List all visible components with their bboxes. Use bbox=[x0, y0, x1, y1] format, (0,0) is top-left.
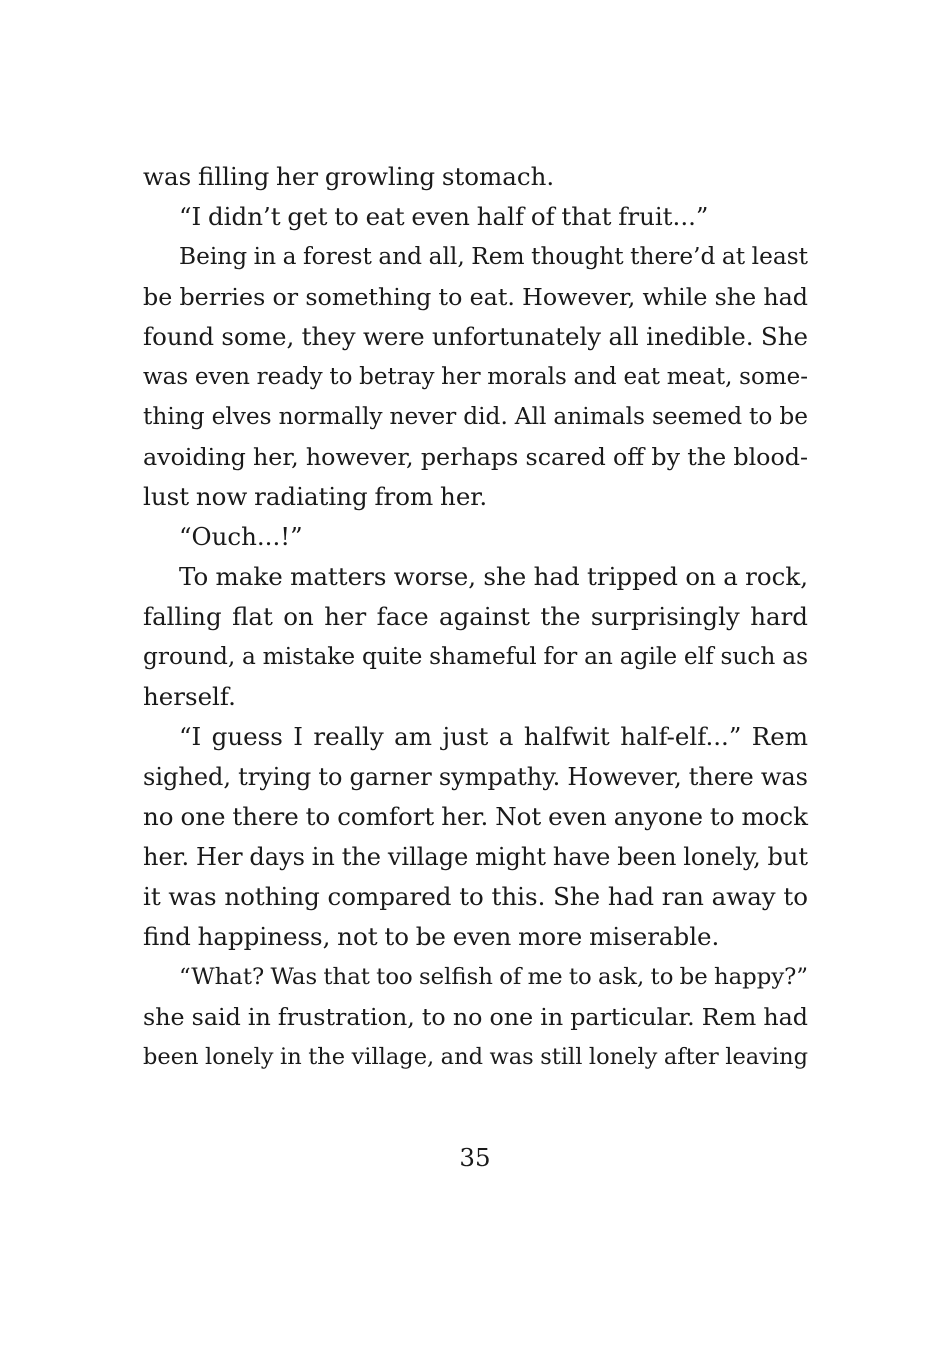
text-line: thing elves normally never did. All animals seemed to be bbox=[143, 403, 808, 430]
text-line: find happiness, not to be even more miserable. bbox=[143, 922, 720, 951]
text-line: “I guess I really am just a halfwit half-elf...” Rem bbox=[179, 722, 808, 751]
text-line: no one there to comfort her. Not even anyone to mock bbox=[143, 802, 808, 831]
page-number: 35 bbox=[459, 1143, 491, 1172]
text-line: Being in a forest and all, Rem thought there’d at least bbox=[179, 243, 808, 270]
text-line: avoiding her, however, perhaps scared off by the blood- bbox=[143, 443, 808, 471]
text-line: To make matters worse, she had tripped on a rock, bbox=[179, 562, 808, 591]
text-line: sighed, trying to garner sympathy. However, there was bbox=[143, 763, 808, 791]
text-line: be berries or something to eat. However, while she had bbox=[143, 283, 808, 311]
text-line: “What? Was that too selfish of me to ask, to be happy?” bbox=[179, 964, 808, 990]
text-line: found some, they were unfortunately all inedible. She bbox=[143, 322, 808, 351]
text-line: “Ouch...!” bbox=[179, 522, 303, 551]
text-line: falling flat on her face against the surprisingly hard bbox=[143, 602, 808, 631]
text-line: ground, a mistake quite shameful for an agile elf such as bbox=[143, 643, 808, 670]
text-line: “I didn’t get to eat even half of that fruit...” bbox=[179, 202, 709, 231]
text-line: her. Her days in the village might have been lonely, but bbox=[143, 843, 808, 871]
text-line: was filling her growling stomach. bbox=[143, 162, 555, 191]
page-body-text bbox=[143, 157, 808, 1077]
text-line: she said in frustration, to no one in particular. Rem had bbox=[143, 1003, 808, 1031]
text-line: herself. bbox=[143, 682, 236, 711]
text-line: it was nothing compared to this. She had ran away to bbox=[143, 882, 808, 911]
text-line: been lonely in the village, and was still lonely after leaving bbox=[143, 1044, 808, 1070]
text-line: was even ready to betray her morals and eat meat, some- bbox=[143, 364, 808, 390]
text-line: lust now radiating from her. bbox=[143, 482, 488, 511]
